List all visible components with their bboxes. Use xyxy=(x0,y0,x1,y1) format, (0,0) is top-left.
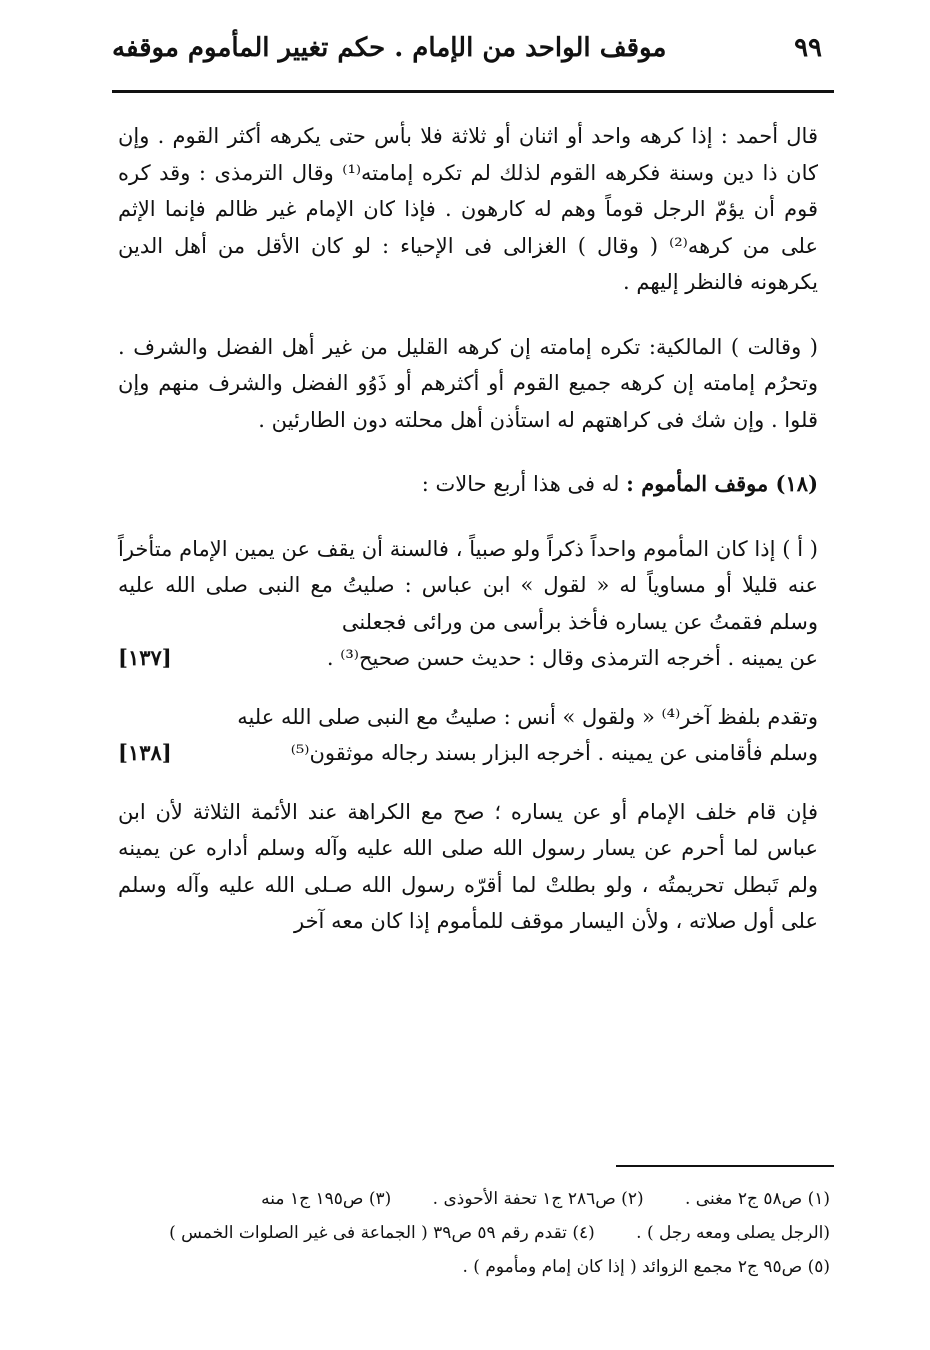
footnote-5: (٥) ص٩٥ ج٢ مجمع الزوائد ( إذا كان إمام ومأموم ) . xyxy=(462,1257,830,1277)
paragraph-case-a: ( أ ) إذا كان المأموم واحداً ذكراً ولو صبياً ، فالسنة أن يقف عن يمين الإمام متأخراً عنه قليلا أو مساوياً له « لقول » ابن عباس : صليتُ مع النبى صلى الله عليه وسلم فقمتُ عن يساره فأخذ برأسى من ورائى فجعلنى xyxy=(118,536,818,634)
page-header xyxy=(112,18,822,78)
paragraph-anas-hadith-end xyxy=(118,735,818,772)
paragraph-maliki-opinion: ( وقالت ) المالكية: تكره إمامته إن كرهه القليل من غير أهل الفضل والشرف . وتحرُم إمامته إن كرهه جميع القوم أو أكثرهم أو ذَوُو الفضل والشرف منهم وإن قلوا . وإن شك فى كراهتهم له استأذن أهل محلته دون الطارئين . xyxy=(118,334,818,432)
paragraph-ahmad-opinion: قال أحمد : إذا كرهه واحد أو اثنان أو ثلاثة فلا بأس حتى يكرهه أكثر القوم . وإن كان ذا دين وسنة فكرهه القوم لذلك لم تكره إمامته⁽¹⁾ وقال الترمذى : وقد كره قوم أن يؤمّ الرجل قوماً وهم له كارهون . فإذا كان الإمام غير ظالم فإنما الإثم على من كرهه⁽²⁾ ( وقال ) الغزالى فى الإحياء : لو كان الأقل من أهل الدين يكرهونه فالنظر إليهم . xyxy=(118,124,819,294)
hadith-reference-137: [١٣٧] xyxy=(118,645,172,670)
footnote-line-1 xyxy=(118,1182,830,1216)
footnote-line-3 xyxy=(118,1250,830,1284)
paragraph-anas-hadith: وتقدم بلفظ آخر⁽⁴⁾ « ولقول » أنس : صليتُ مع النبى صلى الله عليه xyxy=(237,704,818,729)
paragraph-case-a-end xyxy=(118,640,818,677)
anas-hadith-last-line: وسلم فأقامنى عن يمينه . أخرجه البزار بسند رجاله موثقون⁽⁵⁾ xyxy=(290,741,818,765)
footnote-rule xyxy=(616,1165,834,1167)
header-rule xyxy=(112,90,834,93)
footnote-2: (٢) ص٢٨٦ ج١ تحفة الأحوذى . xyxy=(432,1189,644,1209)
main-text xyxy=(118,118,818,940)
section-18-heading xyxy=(118,466,818,503)
footnote-1: (١) ص٥٨ ج٢ مغنى . xyxy=(685,1189,830,1209)
page-number: ٩٩ xyxy=(794,33,822,63)
section-intro: له فى هذا أربع حالات : xyxy=(421,472,620,496)
paragraph-behind-or-left: فإن قام خلف الإمام أو عن يساره ؛ صح مع الكراهة عند الأئمة الثلاثة لأن ابن عباس لما أحرم عن يسار رسول الله صلى الله عليه وآله وسلم أداره عن يمينه ولم تَبطل تحريمتُه ، ولو بطلتْ لما أقرّه رسول الله صـلى الله عليه وآله وسلم على أول صلاته ، ولأن اليسار موقف للمأموم إذا كان معه آخر xyxy=(118,799,818,933)
footnote-4: (٤) تقدم رقم ٥٩ ص٣٩ ( الجماعة فى غير الصلوات الخمس ) xyxy=(169,1223,595,1243)
footnotes xyxy=(118,1182,830,1284)
running-title: موقف الواحد من الإمام . حكم تغيير المأموم موقفه xyxy=(112,33,667,63)
footnote-3: (٣) ص١٩٥ ج١ منه xyxy=(261,1189,392,1209)
hadith-reference-138: [١٣٨] xyxy=(118,740,172,765)
footnote-3-continued: (الرجل يصلى ومعه رجل ) . xyxy=(636,1223,830,1243)
section-heading: (١٨) موقف المأموم : xyxy=(626,471,818,496)
footnote-line-2 xyxy=(118,1216,830,1250)
case-a-last-line: عن يمينه . أخرجه الترمذى وقال : حديث حسن صحيح⁽³⁾ . xyxy=(326,646,818,670)
